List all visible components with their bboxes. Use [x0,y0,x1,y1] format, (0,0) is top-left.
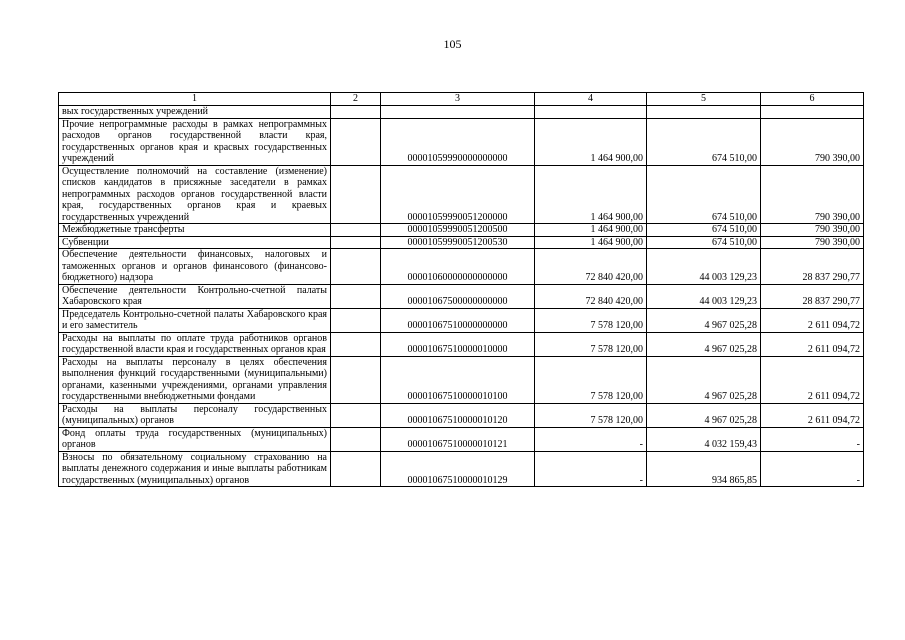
row-name: Расходы на выплаты по оплате труда работников органов государственной власти края и государственных органов края [59,332,331,356]
header-col-6: 6 [761,93,864,106]
header-col-3: 3 [381,93,535,106]
row-executed: 44 003 129,23 [647,249,761,285]
row-remaining: 28 837 290,77 [761,249,864,285]
row-name: Обеспечение деятельности Контрольно-счетной палаты Хабаровского края [59,284,331,308]
row-col2 [331,249,381,285]
row-col2 [331,284,381,308]
row-col2 [331,236,381,249]
row-remaining: 28 837 290,77 [761,284,864,308]
row-remaining: 790 390,00 [761,236,864,249]
row-executed: 674 510,00 [647,165,761,224]
row-col2 [331,403,381,427]
row-col2 [331,308,381,332]
row-code: 00001059990051200530 [381,236,535,249]
header-col-4: 4 [535,93,647,106]
row-executed: 674 510,00 [647,224,761,237]
row-plan: 1 464 900,00 [535,224,647,237]
row-name: Осуществление полномочий на составление (изменение) списков кандидатов в присяжные заседатели в рамках непрограммных расходов органов государственной власти края, государственных органов края и краевых государственных учреждений [59,165,331,224]
table-row [59,284,864,308]
row-code [381,106,535,119]
row-col2 [331,224,381,237]
row-code: 00001059990000000000 [381,118,535,165]
table-row [59,427,864,451]
row-code: 00001067510000010000 [381,332,535,356]
row-plan: 7 578 120,00 [535,356,647,403]
table-row [59,106,864,119]
row-name: Обеспечение деятельности финансовых, налоговых и таможенных органов и органов финансового (финансово-бюджетного) надзора [59,249,331,285]
row-col2 [331,356,381,403]
table-row [59,451,864,487]
row-plan: - [535,427,647,451]
row-plan: 1 464 900,00 [535,236,647,249]
row-executed: 934 865,85 [647,451,761,487]
header-col-2: 2 [331,93,381,106]
table-row [59,165,864,224]
row-plan [535,106,647,119]
row-remaining: 2 611 094,72 [761,332,864,356]
row-code: 00001059990051200500 [381,224,535,237]
row-remaining: 2 611 094,72 [761,356,864,403]
row-code: 00001059990051200000 [381,165,535,224]
row-code: 00001067510000010129 [381,451,535,487]
page-number: 105 [443,37,462,51]
row-plan: 1 464 900,00 [535,165,647,224]
row-code: 00001060000000000000 [381,249,535,285]
row-plan: 7 578 120,00 [535,403,647,427]
row-executed: 674 510,00 [647,118,761,165]
row-col2 [331,165,381,224]
row-remaining: 2 611 094,72 [761,308,864,332]
row-name: Прочие непрограммные расходы в рамках непрограммных расходов органов государственной власти края, государственных органов края и красвых государственных учреждений [59,118,331,165]
row-plan: 72 840 420,00 [535,249,647,285]
row-plan: - [535,451,647,487]
table-header-row [59,93,864,106]
row-name: Фонд оплаты труда государственных (муниципальных) органов [59,427,331,451]
header-col-1: 1 [59,93,331,106]
row-col2 [331,118,381,165]
row-col2 [331,451,381,487]
row-plan: 1 464 900,00 [535,118,647,165]
table-row [59,308,864,332]
row-name: Расходы на выплаты персоналу в целях обеспечения выполнения функций государственными (муниципальными) органами, казенными учреждениями, органами управления государственными внебюджетными фондами [59,356,331,403]
row-executed: 4 967 025,28 [647,356,761,403]
row-name: Межбюджетные трансферты [59,224,331,237]
row-col2 [331,427,381,451]
table-row [59,236,864,249]
budget-table [58,92,864,487]
row-executed: 44 003 129,23 [647,284,761,308]
row-executed: 4 032 159,43 [647,427,761,451]
table-row [59,403,864,427]
row-remaining: - [761,427,864,451]
row-col2 [331,332,381,356]
row-code: 00001067510000010121 [381,427,535,451]
row-name: вых государственных учреждений [59,106,331,119]
row-code: 00001067500000000000 [381,284,535,308]
row-executed [647,106,761,119]
row-plan: 7 578 120,00 [535,308,647,332]
row-remaining: - [761,451,864,487]
row-remaining: 2 611 094,72 [761,403,864,427]
row-remaining [761,106,864,119]
row-name: Расходы на выплаты персоналу государственных (муниципальных) органов [59,403,331,427]
row-name: Председатель Контрольно-счетной палаты Хабаровского края и его заместитель [59,308,331,332]
row-executed: 674 510,00 [647,236,761,249]
row-executed: 4 967 025,28 [647,403,761,427]
row-executed: 4 967 025,28 [647,308,761,332]
row-code: 00001067510000010100 [381,356,535,403]
table-row [59,356,864,403]
row-code: 00001067510000010120 [381,403,535,427]
row-executed: 4 967 025,28 [647,332,761,356]
row-name: Субвенции [59,236,331,249]
row-name: Взносы по обязательному социальному страхованию на выплаты денежного содержания и иные выплаты работникам государственных (муниципальных) органов [59,451,331,487]
row-plan: 72 840 420,00 [535,284,647,308]
row-code: 00001067510000000000 [381,308,535,332]
table-row [59,249,864,285]
table-row [59,118,864,165]
row-plan: 7 578 120,00 [535,332,647,356]
row-remaining: 790 390,00 [761,165,864,224]
row-remaining: 790 390,00 [761,224,864,237]
row-remaining: 790 390,00 [761,118,864,165]
table-row [59,224,864,237]
table-row [59,332,864,356]
header-col-5: 5 [647,93,761,106]
row-col2 [331,106,381,119]
